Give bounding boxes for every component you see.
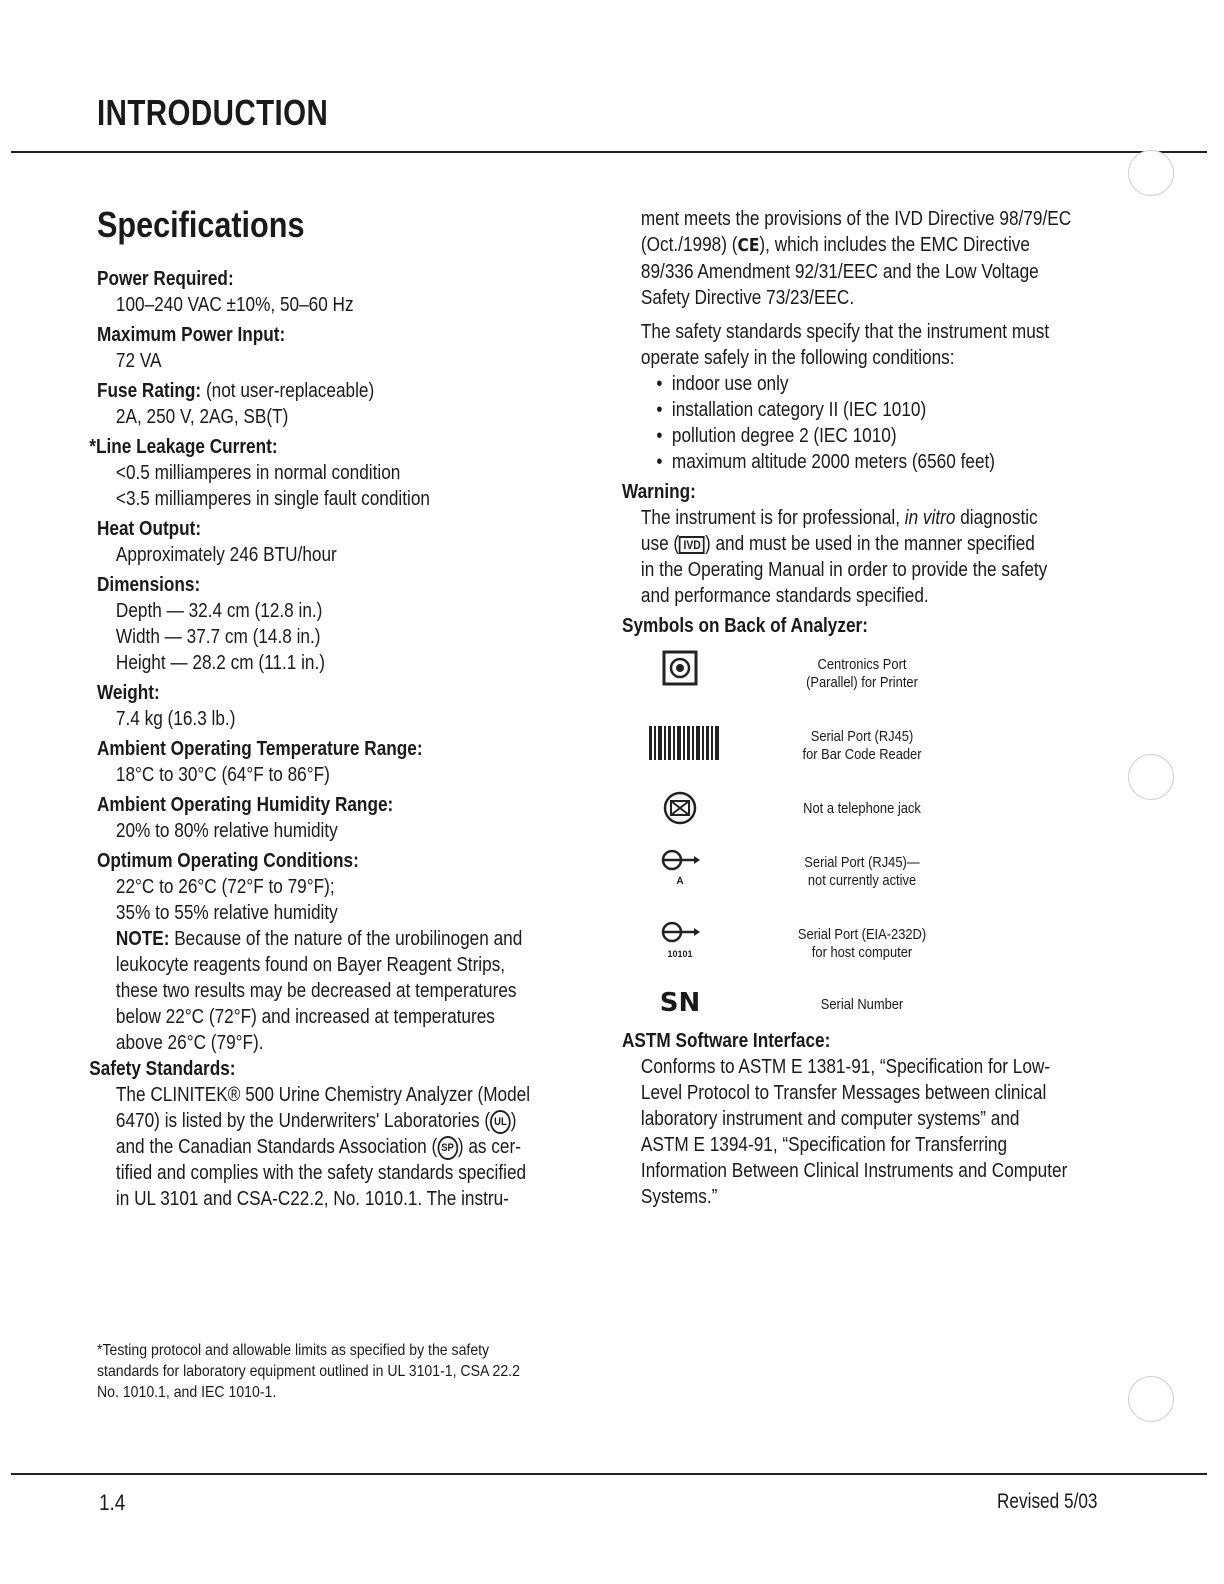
leakage-label: *Line Leakage Current: bbox=[89, 436, 278, 458]
dimensions-label: Dimensions: bbox=[97, 574, 201, 596]
continuation-line: ), which includes the EMC Directive bbox=[759, 234, 1030, 256]
continuation-line: ment meets the provisions of the IVD Directive 98/79/EC bbox=[640, 208, 1072, 230]
ivd-mark-icon: IVD bbox=[679, 536, 705, 554]
symbol-desc: not currently active bbox=[807, 872, 917, 889]
astm-line: laboratory instrument and computer systems” and bbox=[640, 1108, 1020, 1130]
astm-line: ASTM E 1394-91, “Specification for Transferring bbox=[640, 1134, 1008, 1156]
continuation-line: 89/336 Amendment 92/31/EEC and the Low Voltage bbox=[640, 261, 1039, 283]
astm-section bbox=[622, 1028, 1122, 1210]
safety-line-end: ) bbox=[510, 1110, 517, 1132]
footnote-line: *Testing protocol and allowable limits as specified by the safety bbox=[97, 1342, 490, 1359]
safety-label: Safety Standards: bbox=[89, 1058, 236, 1080]
temperature-value: 18°C to 30°C (64°F to 86°F) bbox=[115, 764, 330, 786]
ce-mark-icon: CE bbox=[737, 235, 760, 256]
astm-line: Conforms to ASTM E 1381-91, “Specification for Low- bbox=[640, 1056, 1051, 1078]
continuation-line: Safety Directive 73/23/EEC. bbox=[640, 287, 855, 309]
safety-line: tified and complies with the safety standards specified bbox=[115, 1162, 527, 1184]
symbol-desc: Centronics Port bbox=[817, 656, 907, 673]
fuse-value: 2A, 250 V, 2AG, SB(T) bbox=[115, 406, 289, 428]
symbol-icon-label: A bbox=[676, 876, 684, 887]
serial-port-a-icon bbox=[650, 848, 710, 887]
footnote bbox=[97, 1340, 590, 1403]
symbol-row bbox=[622, 920, 1122, 970]
weight-label: Weight: bbox=[97, 682, 160, 704]
punch-hole bbox=[1128, 754, 1174, 800]
warning-line: and performance standards specified. bbox=[640, 585, 929, 607]
power-value: 100–240 VAC ±10%, 50–60 Hz bbox=[115, 294, 354, 316]
list-item: • maximum altitude 2000 meters (6560 feet) bbox=[656, 449, 1071, 475]
note-line: leukocyte reagents found on Bayer Reagent Strips, bbox=[115, 954, 506, 976]
revision-label: Revised 5/03 bbox=[997, 1490, 1098, 1513]
warning-label: Warning: bbox=[622, 481, 696, 503]
astm-line: Information Between Clinical Instruments and Computer bbox=[640, 1160, 1068, 1182]
footer-rule bbox=[11, 1473, 1207, 1475]
symbol-row bbox=[622, 790, 1122, 840]
symbol-desc: Serial Port (RJ45)— bbox=[804, 854, 920, 871]
safety-line: in UL 3101 and CSA-C22.2, No. 1010.1. The instru- bbox=[115, 1188, 509, 1210]
csa-mark-icon: SP bbox=[437, 1136, 458, 1160]
footnote-line: No. 1010.1, and IEC 1010-1. bbox=[97, 1384, 277, 1401]
symbol-row bbox=[622, 848, 1122, 898]
list-item: • pollution degree 2 (IEC 1010) bbox=[656, 423, 1071, 449]
astm-line: Level Protocol to Transfer Messages between clinical bbox=[640, 1082, 1047, 1104]
symbol-desc: Serial Port (RJ45) bbox=[810, 728, 914, 745]
symbol-desc: Serial Port (EIA-232D) bbox=[797, 926, 927, 943]
power-label: Power Required: bbox=[97, 268, 234, 290]
width-value: Width — 37.7 cm (14.8 in.) bbox=[115, 626, 321, 648]
astm-label: ASTM Software Interface: bbox=[622, 1030, 831, 1052]
note-line: Because of the nature of the urobilinogen and bbox=[169, 928, 523, 950]
specifications-left-column bbox=[89, 266, 577, 1212]
conditions-line: The safety standards specify that the instrument must bbox=[640, 321, 1050, 343]
page-number: 1.4 bbox=[99, 1490, 126, 1515]
temperature-label: Ambient Operating Temperature Range: bbox=[97, 738, 423, 760]
punch-hole bbox=[1128, 1376, 1174, 1422]
max-power-value: 72 VA bbox=[115, 350, 162, 372]
warning-line: use ( bbox=[640, 533, 680, 555]
symbol-desc: Not a telephone jack bbox=[803, 800, 921, 817]
optimum-label: Optimum Operating Conditions: bbox=[97, 850, 359, 872]
warning-line: in the Operating Manual in order to provide the safety bbox=[640, 559, 1048, 581]
punch-hole bbox=[1128, 150, 1174, 196]
section-title: Specifications bbox=[97, 204, 305, 245]
warning-line: ) and must be used in the manner specified bbox=[704, 533, 1035, 555]
symbol-row bbox=[622, 650, 1122, 700]
warning-italic: in vitro bbox=[904, 507, 956, 529]
symbol-desc: (Parallel) for Printer bbox=[806, 674, 918, 691]
optimum-value-1: 22°C to 26°C (72°F to 79°F); bbox=[115, 876, 335, 898]
depth-value: Depth — 32.4 cm (12.8 in.) bbox=[115, 600, 323, 622]
note-line: below 22°C (72°F) and increased at temperatures bbox=[115, 1006, 495, 1028]
no-telephone-jack-icon bbox=[650, 790, 710, 831]
symbol-desc: Serial Number bbox=[820, 996, 904, 1013]
list-item: • indoor use only bbox=[656, 371, 1071, 397]
humidity-value: 20% to 80% relative humidity bbox=[115, 820, 338, 842]
specifications-right-column bbox=[622, 206, 1122, 639]
astm-line: Systems.” bbox=[640, 1186, 718, 1208]
serial-port-host-icon bbox=[650, 920, 710, 959]
barcode-icon bbox=[644, 724, 724, 767]
max-power-label: Maximum Power Input: bbox=[97, 324, 286, 346]
note-line: these two results may be decreased at temperatures bbox=[115, 980, 517, 1002]
heat-label: Heat Output: bbox=[97, 518, 202, 540]
safety-line-end: ) as cer- bbox=[457, 1136, 521, 1158]
note-line: above 26°C (79°F). bbox=[115, 1032, 264, 1054]
leakage-value-1: <0.5 milliamperes in normal condition bbox=[115, 462, 401, 484]
symbols-label: Symbols on Back of Analyzer: bbox=[622, 615, 868, 637]
fuse-note: (not user-replaceable) bbox=[201, 380, 375, 402]
optimum-value-2: 35% to 55% relative humidity bbox=[115, 902, 338, 924]
conditions-list bbox=[622, 371, 1071, 475]
symbol-icon-label: 10101 bbox=[667, 949, 693, 959]
footnote-line: standards for laboratory equipment outlined in UL 3101-1, CSA 22.2 bbox=[97, 1363, 520, 1380]
warning-line: The instrument is for professional, bbox=[640, 507, 905, 529]
conditions-line: operate safely in the following conditions: bbox=[640, 347, 955, 369]
heat-value: Approximately 246 BTU/hour bbox=[115, 544, 337, 566]
serial-number-icon: SN bbox=[659, 988, 701, 1018]
note-label: NOTE: bbox=[115, 928, 170, 950]
fuse-label: Fuse Rating: bbox=[97, 380, 202, 402]
leakage-value-2: <3.5 milliamperes in single fault condition bbox=[115, 488, 430, 510]
symbol-row bbox=[622, 724, 1122, 774]
continuation-line: (Oct./1998) ( bbox=[640, 234, 738, 256]
safety-line: and the Canadian Standards Association ( bbox=[115, 1136, 438, 1158]
weight-value: 7.4 kg (16.3 lb.) bbox=[115, 708, 236, 730]
humidity-label: Ambient Operating Humidity Range: bbox=[97, 794, 394, 816]
warning-line: diagnostic bbox=[955, 507, 1038, 529]
safety-line: The CLINITEK® 500 Urine Chemistry Analyzer (Model bbox=[115, 1084, 531, 1106]
symbol-desc: for host computer bbox=[811, 944, 913, 961]
safety-line: 6470) is listed by the Underwriters' Laboratories ( bbox=[115, 1110, 491, 1132]
list-item: • installation category II (IEC 1010) bbox=[656, 397, 1071, 423]
page-header-title: INTRODUCTION bbox=[97, 92, 329, 133]
ul-mark-icon: UL bbox=[490, 1110, 511, 1134]
header-rule bbox=[11, 151, 1207, 153]
height-value: Height — 28.2 cm (11.1 in.) bbox=[115, 652, 325, 674]
centronics-port-icon bbox=[650, 650, 710, 691]
symbol-desc: for Bar Code Reader bbox=[802, 746, 922, 763]
